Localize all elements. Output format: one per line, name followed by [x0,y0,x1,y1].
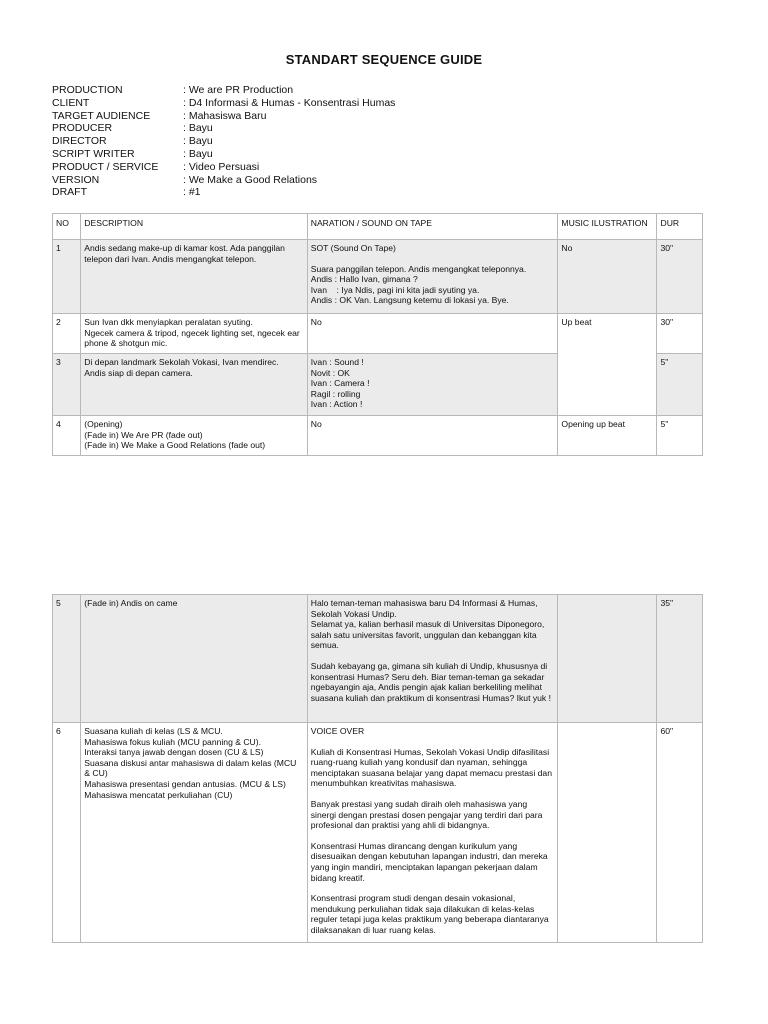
row-no: 2 [53,314,81,354]
row-no: 6 [53,723,81,943]
meta-value: : #1 [183,186,201,199]
meta-row-production [52,84,395,97]
table-header-row [53,214,703,240]
table-row [53,240,703,314]
row-naration [307,595,558,723]
meta-row-draft [52,186,395,199]
meta-label: PRODUCT / SERVICE [52,160,159,173]
row-no: 3 [53,354,81,416]
meta-row-product-service [52,161,395,174]
row-music [558,595,657,723]
naration-text: SOT (Sound On Tape) [310,243,396,253]
naration-text: Konsentrasi Humas dirancang dengan kurikulum yang disesuaikan dengan kebutuhan lapangan industri, dan mereka yang ingin mandiri, menciptakan lapangan pekerjaan dalam bidang kreatif. [310,840,548,883]
meta-value: : We Make a Good Relations [183,173,318,186]
row-dur: 35" [657,595,703,723]
meta-label: DIRECTOR [52,135,107,148]
table-row [53,314,703,354]
header-dur: DUR [657,214,703,240]
row-music: No [558,240,657,314]
naration-text: VOICE OVER [310,726,365,736]
meta-label: DRAFT [52,186,87,199]
header-naration: NARATION / SOUND ON TAPE [307,214,558,240]
naration-text: Halo teman-teman mahasiswa baru D4 Informasi & Humas, Sekolah Vokasi Undip. Selamat ya, kalian berhasil masuk di Universitas Diponegoro, salah satu universitas favorit, unggulan dan kebanggan kita semua. [310,598,545,651]
meta-label: PRODUCTION [52,84,123,96]
row-description: Di depan landmark Sekolah Vokasi, Ivan mendirec. Andis siap di depan camera. [81,354,307,416]
sequence-table-page-2 [52,594,703,943]
meta-value: : Bayu [183,122,213,135]
row-description: Andis sedang make-up di kamar kost. Ada panggilan telepon dari Ivan. Andis mengangkat telepon. [81,240,307,314]
row-naration [307,723,558,943]
row-no: 5 [53,595,81,723]
production-meta [52,84,395,199]
naration-text: Konsentrasi program studi dengan desain vokasional, mendukung perkuliahan tidak saja dilakukan di kelas-kelas reguler tetapi juga kelas praktikum yang beberapa diantaranya dilaksanakan di luar ruang kelas. [310,893,549,935]
naration-text: Sudah kebayang ga, gimana sih kuliah di Undip, khususnya di konsentrasi Humas? Seru deh. Biar teman-teman ga sekadar ngebayangin aja, Andis pengin ajak kalian berkeliling melihat suasana kuliah dan praktikum di konsentrasi Humas? Ikut yuk ! [310,660,552,703]
row-description: Suasana kuliah di kelas (LS & MCU. Mahasiswa fokus kuliah (MCU panning & CU). Interaksi tanya jawab dengan dosen (CU & LS) Suasana diskusi antar mahasiswa di dalam kelas (MCU & CU) Mahasiswa presentasi gendan antusias. (MCU & LS) Mahasiswa mencatat perkuliahan (CU) [81,723,307,943]
meta-row-target-audience [52,110,395,123]
meta-row-version [52,174,395,187]
meta-label: TARGET AUDIENCE [52,109,151,122]
sequence-table-page-1 [52,213,703,456]
row-naration: No [307,314,558,354]
document-title: STANDART SEQUENCE GUIDE [285,52,483,67]
row-naration: No [307,416,558,456]
meta-row-director [52,135,395,148]
meta-row-script-writer [52,148,395,161]
row-music [558,723,657,943]
row-description: (Opening) (Fade in) We Are PR (fade out) (Fade in) We Make a Good Relations (fade out) [81,416,307,456]
table-row [53,416,703,456]
meta-label: PRODUCER [52,122,113,135]
meta-value: : Bayu [183,135,213,148]
row-dur: 5" [657,416,703,456]
table-row [53,723,703,943]
meta-row-client [52,97,395,110]
row-dur: 5" [657,354,703,416]
meta-value: : Video Persuasi [183,160,260,173]
header-description: DESCRIPTION [81,214,307,240]
meta-label: CLIENT [52,96,90,109]
row-description: Sun Ivan dkk menyiapkan peralatan syuting. Ngecek camera & tripod, ngecek lighting set, ngecek ear phone & shotgun mic. [81,314,307,354]
row-dur: 60" [657,723,703,943]
table-row [53,595,703,723]
naration-text: Banyak prestasi yang sudah diraih oleh mahasiswa yang sinergi dengan prestasi dosen pengajar yang terdiri dari para profesional dan praktisi yang ahli di bidangnya. [310,798,543,831]
row-no: 4 [53,416,81,456]
row-description: (Fade in) Andis on came [81,595,307,723]
meta-label: VERSION [52,173,100,186]
row-dur: 30" [657,240,703,314]
meta-label: SCRIPT WRITER [52,147,135,160]
row-no: 1 [53,240,81,314]
row-naration [307,240,558,314]
meta-row-producer [52,122,395,135]
naration-text: Suara panggilan telepon. Andis mengangkat teleponnya. Andis : Hallo Ivan, gimana ? Ivan : Iya Ndis, pagi ini kita jadi syuting ya. Andis : OK Van. Langsung ketemu di lokasi ya. Bye. [310,263,527,306]
header-no: NO [53,214,81,240]
naration-text: Kuliah di Konsentrasi Humas, Sekolah Vokasi Undip difasilitasi ruang-ruang kuliah yang kondusif dan nyaman, sehingga menciptakan suasana belajar yang dapat memacu prestasi dan menumbuhkan kreativitas mahasiswa. [310,746,552,789]
header-music: MUSIC ILUSTRATION [558,214,657,240]
row-music: Up beat [558,314,657,416]
row-naration: Ivan : Sound ! Novit : OK Ivan : Camera ! Ragil : rolling Ivan : Action ! [307,354,558,416]
meta-value: : Bayu [183,147,213,160]
row-music: Opening up beat [558,416,657,456]
meta-value: : We are PR Production [183,84,294,96]
meta-value: : D4 Informasi & Humas - Konsentrasi Humas [183,96,396,109]
row-dur: 30" [657,314,703,354]
meta-value: : Mahasiswa Baru [183,109,267,122]
